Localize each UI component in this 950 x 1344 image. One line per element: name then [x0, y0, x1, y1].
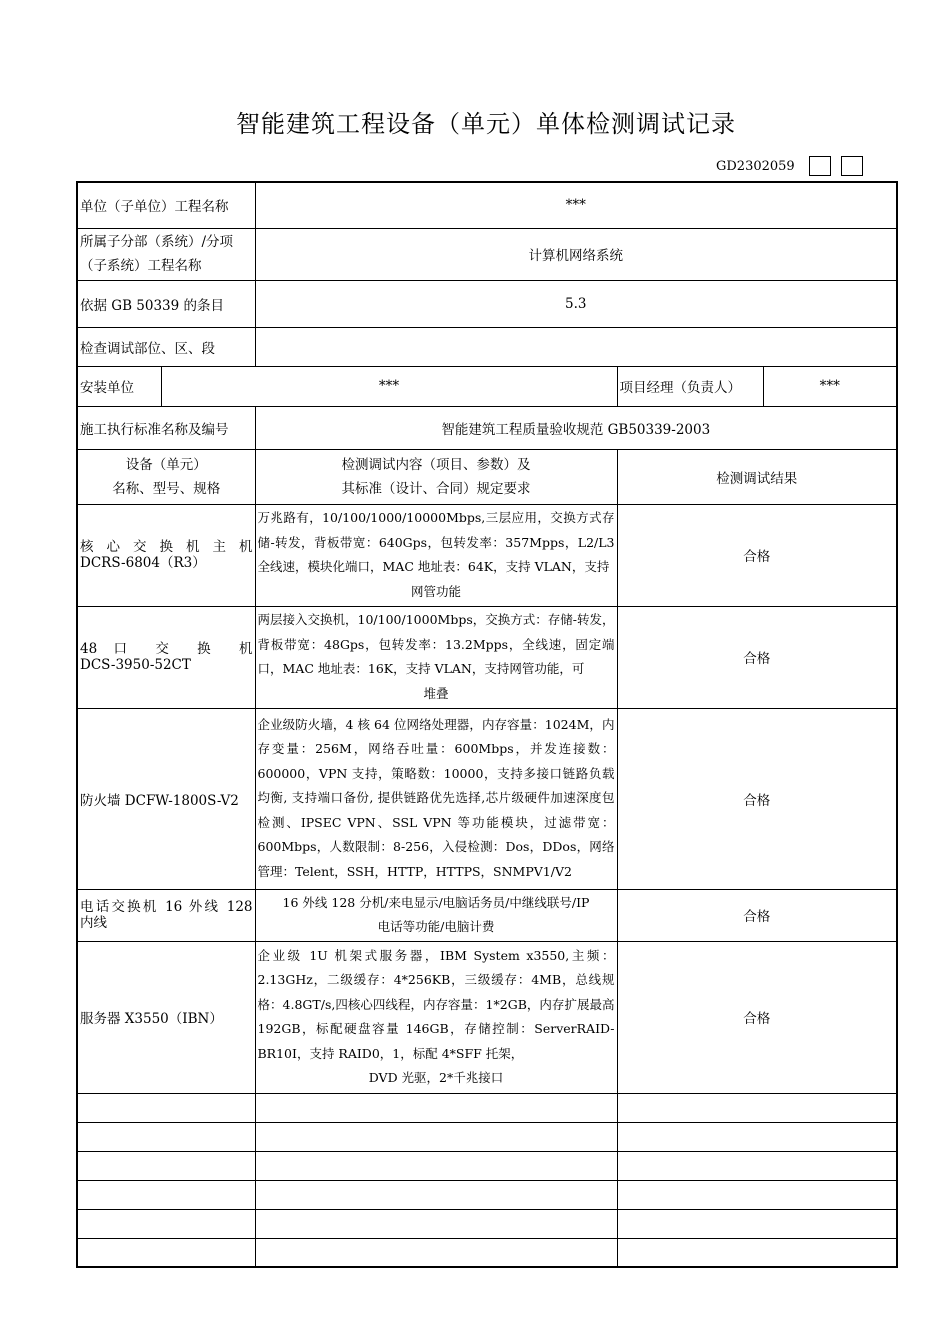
- empty-cell: [77, 1238, 255, 1267]
- form-code-area: [716, 154, 873, 178]
- device-description: [255, 941, 617, 1093]
- header-result: 检测调试结果: [617, 449, 897, 504]
- device-result: 合格: [617, 606, 897, 708]
- device-row: [77, 606, 897, 708]
- check-box-1[interactable]: [809, 156, 831, 176]
- subsystem-value: 计算机网络系统: [255, 228, 897, 280]
- device-result: 合格: [617, 941, 897, 1093]
- install-label: 安装单位: [77, 366, 161, 406]
- device-name: [77, 606, 255, 708]
- subsystem-label-line1: 所属子分部（系统）/分项: [80, 234, 234, 250]
- empty-cell: [617, 1151, 897, 1180]
- device-description-text: 万兆路有，10/100/1000/10000Mbps,三层应用，交换方式存储-转发，背板带宽：640Gps，包转发率：357Mpps，L2/L3全线速，模块化端口，MAC 地址表：64K，支持 VLAN，支持: [257, 510, 615, 574]
- row-install: [77, 366, 897, 406]
- clause-label: 依据 GB 50339 的条目: [77, 280, 255, 327]
- standard-label: 施工执行标准名称及编号: [77, 406, 255, 449]
- device-name-line1: 防火墙 DCFW-1800S-V2: [80, 792, 239, 809]
- empty-cell: [617, 1093, 897, 1122]
- form-code: GD2302059: [716, 158, 795, 174]
- device-row: [77, 708, 897, 889]
- header-content-line2: 其标准（设计、合同）规定要求: [341, 480, 531, 497]
- check-box-2[interactable]: [841, 156, 863, 176]
- empty-cell: [255, 1151, 617, 1180]
- device-result: 合格: [617, 708, 897, 889]
- device-description-text: 两层接入交换机，10/100/1000Mbps，交换方式：存储-转发，背板带宽：48Gps，包转发率：13.2Mpps，全线速，固定端口，MAC 地址表：16K，支持 VLAN，支持网管功能，可: [257, 612, 615, 676]
- device-row: [77, 941, 897, 1093]
- empty-row: [77, 1209, 897, 1238]
- empty-cell: [617, 1209, 897, 1238]
- device-name-line1: 服务器 X3550（IBN）: [80, 1011, 223, 1027]
- row-location: [77, 327, 897, 366]
- row-clause: [77, 280, 897, 327]
- device-description-last: DVD 光驱，2*千兆接口: [368, 1070, 504, 1085]
- empty-cell: [77, 1151, 255, 1180]
- device-name-line2: DCRS-6804（R3）: [80, 555, 206, 571]
- row-project-name: [77, 182, 897, 228]
- device-row: [77, 504, 897, 606]
- device-description-last: 电话等功能/电脑计费: [377, 919, 495, 934]
- subsystem-label-line2: （子系统）工程名称: [80, 258, 202, 274]
- device-name: [77, 708, 255, 889]
- standard-value: 智能建筑工程质量验收规范 GB50339-2003: [255, 406, 897, 449]
- row-standard: [77, 406, 897, 449]
- header-content: [255, 449, 617, 504]
- device-name-line2: DCS-3950-52CT: [80, 657, 191, 673]
- header-device: [77, 449, 255, 504]
- device-description: [255, 504, 617, 606]
- empty-cell: [255, 1238, 617, 1267]
- row-subsystem: [77, 228, 897, 280]
- project-name-label: 单位（子单位）工程名称: [77, 182, 255, 228]
- location-label: 检查调试部位、区、段: [77, 327, 255, 366]
- header-device-line1: 设备（单元）: [125, 456, 207, 473]
- header-device-line2: 名称、型号、规格: [112, 480, 221, 497]
- device-description-last: 堆叠: [423, 685, 449, 701]
- device-name-line2: 内线: [80, 915, 107, 931]
- manager-value: ***: [763, 366, 897, 406]
- empty-cell: [617, 1238, 897, 1267]
- empty-row: [77, 1151, 897, 1180]
- project-name-value: ***: [255, 182, 897, 228]
- header-content-line1: 检测调试内容（项目、参数）及: [341, 456, 531, 473]
- device-description: [255, 708, 617, 889]
- device-description-text: 企业级防火墙，4 核 64 位网络处理器，内存容量：1024M，内存变量：256M，网络吞吐量：600Mbps，并发连接数：600000，VPN 支持，策略数：10000，支持多接口链路负载均衡, 支持端口备份, 提供链路优先选择,芯片级硬件加速深度包检测、IPSEC VPN、SSL VPN 等功能模块，过滤带宽：600Mbps，人数限制：8-256，入侵检测：Dos，DDos，网络管理：Telent，SSH，HTTP，HTTPS，SNMPV1/V2: [257, 716, 615, 879]
- empty-cell: [77, 1209, 255, 1238]
- empty-cell: [255, 1122, 617, 1151]
- device-description-text: 企业级 1U 机架式服务器，IBM System x3550,主频：2.13GHz，二级缓存：4*256KB，三级缓存：4MB，总线规格：4.8GT/s,四核心四线程，内存容量：1*2GB，内存扩展最高 192GB，标配硬盘容量 146GB，存储控制：ServerRAID-BR10I，支持 RAID0，1，标配 4*SFF 托架，: [257, 947, 615, 1061]
- row-header: [77, 449, 897, 504]
- empty-cell: [77, 1180, 255, 1209]
- empty-row: [77, 1238, 897, 1267]
- empty-cell: [617, 1180, 897, 1209]
- clause-value: 5.3: [255, 280, 897, 327]
- empty-row: [77, 1180, 897, 1209]
- empty-cell: [77, 1093, 255, 1122]
- location-value: [255, 327, 897, 366]
- record-table: [76, 181, 898, 1268]
- device-description-last: 网管功能: [410, 583, 461, 599]
- empty-cell: [255, 1093, 617, 1122]
- device-description: [255, 889, 617, 941]
- device-name: [77, 889, 255, 941]
- empty-row: [77, 1122, 897, 1151]
- device-result: 合格: [617, 889, 897, 941]
- empty-cell: [255, 1180, 617, 1209]
- device-result: 合格: [617, 504, 897, 606]
- device-name: [77, 504, 255, 606]
- device-name-line1: 核 心 交 换 机 主 机: [80, 539, 253, 555]
- subsystem-label: [77, 228, 255, 280]
- manager-label: 项目经理（负责人）: [617, 366, 763, 406]
- device-description: [255, 606, 617, 708]
- device-row: [77, 889, 897, 941]
- empty-cell: [255, 1209, 617, 1238]
- device-name: [77, 941, 255, 1093]
- device-name-line1: 电话交换机 16 外线 128: [80, 899, 253, 915]
- empty-cell: [617, 1122, 897, 1151]
- device-name-line1: 48 口 交 换 机: [80, 641, 253, 657]
- page-title: 智能建筑工程设备（单元）单体检测调试记录: [236, 110, 736, 138]
- empty-row: [77, 1093, 897, 1122]
- empty-cell: [77, 1122, 255, 1151]
- install-value: ***: [161, 366, 617, 406]
- device-description-text: 16 外线 128 分机/来电显示/电脑话务员/中继线联号/IP: [282, 894, 590, 910]
